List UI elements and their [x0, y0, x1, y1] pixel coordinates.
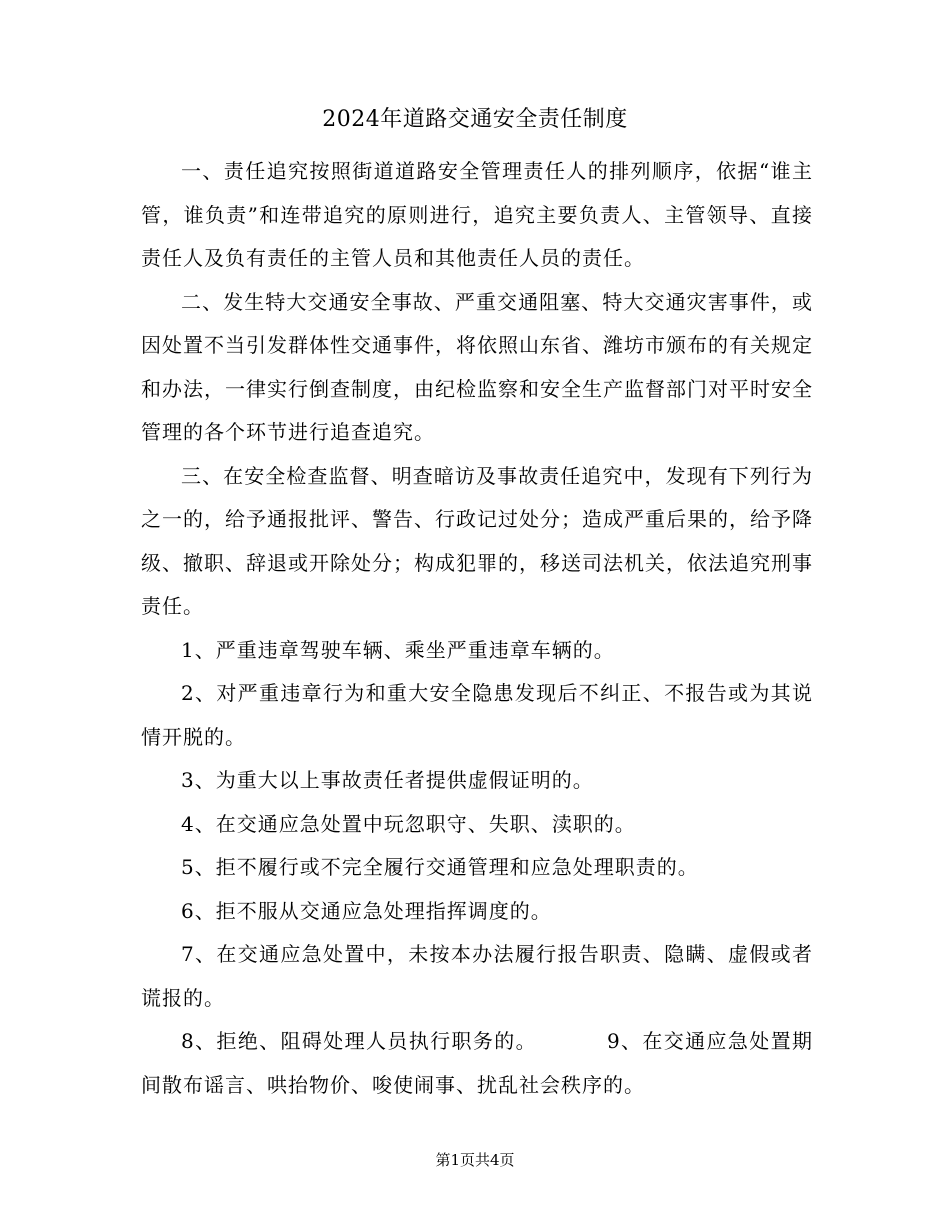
list-item-4: 4、在交通应急处置中玩忽职守、失职、渎职的。	[181, 811, 636, 836]
document-title: 2024年道路交通安全责任制度	[322, 107, 628, 132]
list-item-2: 2、对严重违章行为和重大安全隐患发现后不纠正、不报告或为其说情开脱的。	[141, 681, 813, 749]
page-number-footer: 第1页共4页	[435, 1151, 515, 1169]
list-item-6: 6、拒不服从交通应急处理指挥调度的。	[181, 898, 552, 923]
paragraph-1: 一、责任追究按照街道道路安全管理责任人的排列顺序，依据“谁主管，谁负责”和连带追究的原则进行，追究主要负责人、主管领导、直接责任人及负有责任的主管人员和其他责任人员的责任。	[141, 159, 813, 270]
list-item-3: 3、为重大以上事故责任者提供虚假证明的。	[181, 768, 594, 792]
list-item-8-9	[141, 1020, 813, 1107]
paragraph-3: 三、在安全检查监督、明查暗访及事故责任追究中，发现有下列行为之一的，给予通报批评、警告、行政记过处分；造成严重后果的，给予降级、撤职、辞退或开除处分；构成犯罪的，移送司法机关，依法追究刑事责任。	[141, 463, 813, 618]
paragraph-2: 二、发生特大交通安全事故、严重交通阻塞、特大交通灾害事件，或因处置不当引发群体性交通事件，将依照山东省、潍坊市颁布的有关规定和办法，一律实行倒查制度，由纪检监察和安全生产监督部门对平时安全管理的各个环节进行追查追究。	[141, 289, 813, 444]
list-item-9: 9、在交通应急处置期间散布谣言、哄抬物价、唆使闹事、扰乱社会秩序的。	[141, 1029, 813, 1097]
list-item-5: 5、拒不履行或不完全履行交通管理和应急处理职责的。	[181, 855, 699, 879]
list-item-7: 7、在交通应急处置中，未按本办法履行报告职责、隐瞒、虚假或者谎报的。	[141, 942, 813, 1010]
list-item-8: 8、拒绝、阻碍处理人员执行职务的。	[181, 1029, 537, 1053]
list-item-1: 1、严重违章驾驶车辆、乘坐严重违章车辆的。	[181, 637, 615, 662]
document-body	[141, 150, 813, 1107]
